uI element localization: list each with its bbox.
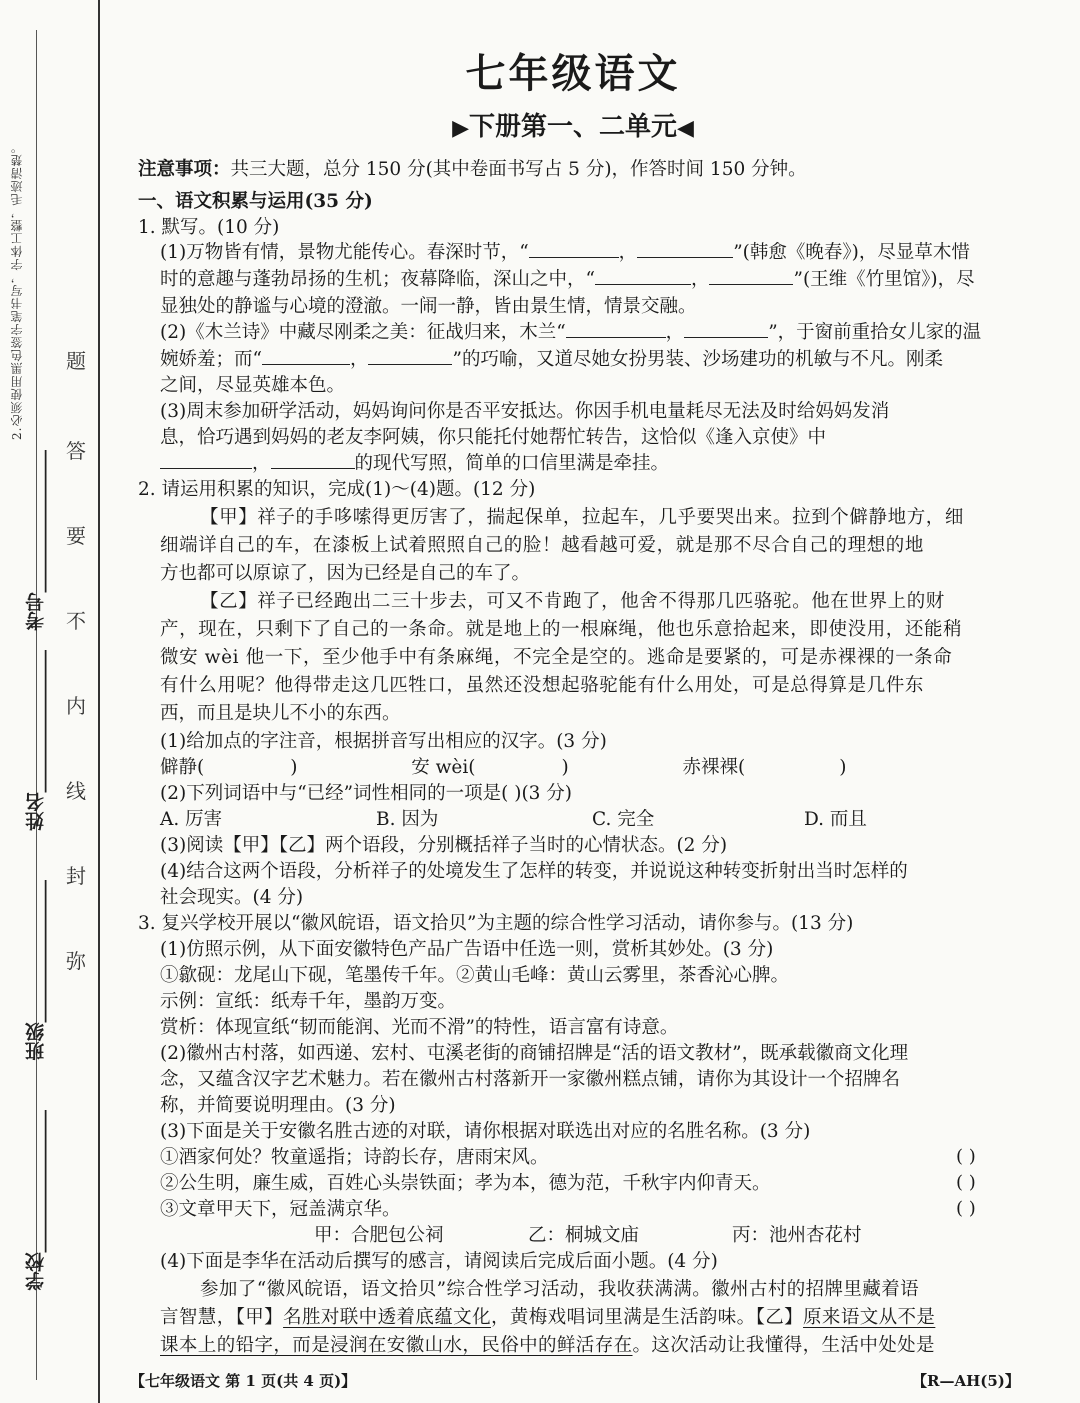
q3-1: (1)仿照示例，从下面安徽特色产品广告语中任选一则，赏析其妙处。(3 分): [160, 939, 774, 960]
q1-1-line1: (1)万物皆有情，景物尤能传心。春深时节，“ ， ”(韩愈《晚春》)，尽显草木惜: [160, 242, 970, 263]
q1-2-line2: 婉娇羞；而“ ， ”的巧喻，又道尽她女扮男装、沙场建功的机敏与不凡。刚柔: [160, 349, 943, 370]
page-subtitle: ▶下册第一、二单元◀: [452, 112, 694, 142]
couplet-2: ②公生明，廉生威，百姓心头崇铁面；孝为本，德为范，千秋宇内仰青天。: [160, 1173, 771, 1194]
option-jia: 甲：合肥包公祠: [314, 1225, 444, 1246]
answer-blank[interactable]: [709, 268, 793, 285]
seal-char: 线: [66, 779, 86, 803]
q2-1: (1)给加点的字注音，根据拼音写出相应的汉字。(3 分): [160, 731, 607, 752]
arrow-right-icon: ▶: [452, 115, 469, 141]
question-2: 2. 请运用积累的知识，完成(1)～(4)题。(12 分): [138, 479, 536, 500]
option-bing: 丙：池州杏花村: [732, 1225, 862, 1246]
q3-1-analysis: 赏析：体现宣纸“韧而能润、光而不滑”的特性，语言富有诗意。: [160, 1017, 679, 1038]
q3-3-options: [314, 1224, 862, 1248]
q2-3: (3)阅读【甲】【乙】两个语段，分别概括祥子当时的心情状态。(2 分): [160, 835, 728, 856]
margin-notice: 2.必须使用黑色签字笔书写，字体工整，毛迹清楚。: [10, 140, 24, 440]
q1-3-line2: 息，恰巧遇到妈妈的老友李阿姨，你只能托付她帮忙转告，这恰似《逢入京使》中: [160, 427, 827, 448]
q2-1-answers: [160, 756, 846, 780]
section-heading: 一、语文积累与运用(35 分): [138, 191, 373, 212]
answer-paren[interactable]: ( ): [956, 1146, 976, 1167]
exam-notice: 注意事项：共三大题，总分 150 分(其中卷面书写占 5 分)，作答时间 150 分钟。: [138, 159, 807, 180]
underline-yi-start: 原来语文从不是: [803, 1307, 936, 1328]
option-b[interactable]: B. 因为: [376, 809, 439, 830]
field-exam-number[interactable]: 考号_______________: [25, 450, 47, 631]
q1-2-line3: 之间，尽显英雄本色。: [160, 375, 346, 396]
field-class[interactable]: 班级_______________: [25, 880, 47, 1061]
answer-blank[interactable]: [637, 241, 733, 258]
question-1: 1. 默写。(10 分): [138, 217, 280, 238]
passage-yi-line4: 有什么用呢？他得带走这几匹牲口，虽然还没想起骆驼能有什么用处，可是总得算是几件东: [160, 675, 925, 696]
field-school[interactable]: 学校_______________: [25, 1110, 47, 1291]
passage-yi-line1: 【乙】祥子已经跑出二三十步去，可又不肯跑了，他舍不得那几匹骆驼。他在世界上的财: [200, 591, 945, 612]
q3-2-line3: 称，并简要说明理由。(3 分): [160, 1095, 396, 1116]
answer-blank[interactable]: [684, 321, 768, 338]
field-name[interactable]: 姓名_______________: [25, 650, 47, 831]
passage-jia-line2: 细端详自己的车，在漆板上试着照照自己的脸！越看越可爱，就是那不尽合自己的理想的地: [160, 535, 925, 556]
option-yi: 乙：桐城文庙: [528, 1225, 640, 1246]
footer-code: 【R—AH(5)】: [912, 1372, 1020, 1390]
passage-jia-line1: 【甲】祥子的手哆嗦得更厉害了，揣起保单，拉起车，几乎要哭出来。拉到个僻静地方，细: [200, 507, 965, 528]
q1-2-line1: (2)《木兰诗》中藏尽刚柔之美：征战归来，木兰“ ， ”，于窗前重拾女儿家的温: [160, 322, 982, 343]
option-a[interactable]: A. 厉害: [160, 809, 223, 830]
underline-jia: 名胜对联中透着底蕴文化: [283, 1307, 491, 1328]
footer-page-info: 【七年级语文 第 1 页(共 4 页)】: [130, 1372, 357, 1390]
passage-yi-line5: 西，而且是块儿不小的东西。: [160, 703, 401, 724]
question-3: 3. 复兴学校开展以“徽风皖语，语文拾贝”为主题的综合性学习活动，请你参与。(13 分): [138, 913, 854, 934]
q1-3-line1: (3)周末参加研学活动，妈妈询问你是否平安抵达。你因手机电量耗尽无法及时给妈妈发消: [160, 401, 890, 422]
reflection-line2: 言智慧，【甲】名胜对联中透着底蕴文化，黄梅戏唱词里满是生活韵味。【乙】原来语文从不是: [160, 1307, 936, 1328]
q3-3: (3)下面是关于安徽名胜古迹的对联，请你根据对联选出对应的名胜名称。(3 分): [160, 1121, 811, 1142]
reflection-line3: 课本上的铅字，而是浸润在安徽山水，民俗中的鲜活存在。这次活动让我懂得，生活中处处是: [160, 1335, 935, 1356]
q2-4-line1: (4)结合这两个语段，分析祥子的处境发生了怎样的转变，并说说这种转变折射出当时怎样的: [160, 861, 908, 882]
q1-1-line3: 显独处的静谧与心境的澄澈。一闹一静，皆由景生情，情景交融。: [160, 296, 697, 317]
option-c[interactable]: C. 完全: [592, 809, 655, 830]
answer-chiluoluo[interactable]: 赤裸裸( ): [682, 757, 847, 778]
q3-2-line2: 念，又蕴含汉字艺术魅力。若在徽州古村落新开一家徽州糕点铺，请你为其设计一个招牌名: [160, 1069, 901, 1090]
q2-2: (2)下列词语中与“已经”词性相同的一项是( )(3 分): [160, 783, 573, 804]
answer-blank[interactable]: [262, 348, 350, 365]
seal-char: 封: [66, 864, 86, 888]
seal-char: 题: [66, 349, 86, 373]
couplet-1: ①酒家何处？牧童遥指；诗韵长存，唐雨宋风。: [160, 1147, 549, 1168]
q2-4-line2: 社会现实。(4 分): [160, 887, 304, 908]
seal-char: 答: [66, 439, 86, 463]
q3-1-slogans: ①歙砚：龙尾山下砚，笔墨传千年。②黄山毛峰：黄山云雾里，茶香沁心脾。: [160, 965, 790, 986]
reflection-line1: 参加了“徽风皖语，语文拾贝”综合性学习活动，我收获满满。徽州古村的招牌里藏着语: [200, 1279, 920, 1300]
answer-anwei[interactable]: 安 wèi( ): [411, 757, 569, 778]
seal-char: 不: [66, 609, 86, 633]
q1-1-line2: 时的意趣与蓬勃昂扬的生机；夜幕降临，深山之中，“ ， ”(王维《竹里馆》)，尽: [160, 269, 975, 290]
passage-yi-line3: 微安 wèi 他一下，至少他手中有条麻绳，不完全是空的。逃命是要紧的，可是赤裸裸的一条命: [160, 647, 953, 668]
seal-char: 内: [66, 694, 86, 718]
page-title: 七年级语文: [465, 50, 681, 97]
underline-yi-end: 课本上的铅字，而是浸润在安徽山水，民俗中的鲜活存在: [160, 1335, 633, 1356]
answer-pijing[interactable]: 僻静( ): [160, 757, 298, 778]
passage-jia-line3: 方也都可以原谅了，因为已经是自己的车了。: [160, 563, 531, 584]
seal-char: 要: [66, 524, 86, 548]
answer-blank[interactable]: [595, 268, 691, 285]
answer-blank[interactable]: [566, 321, 666, 338]
q3-2-line1: (2)徽州古村落，如西递、宏村、屯溪老街的商铺招牌是“活的语文教材”，既承载徽商文化理: [160, 1043, 909, 1064]
q1-3-line3: ， 的现代写照，简单的口信里满是牵挂。: [160, 452, 669, 476]
answer-paren[interactable]: ( ): [956, 1172, 976, 1193]
seal-line: [98, 0, 100, 1403]
answer-blank[interactable]: [529, 241, 619, 258]
answer-blank[interactable]: [368, 348, 452, 365]
binding-margin: [0, 0, 112, 1403]
answer-blank[interactable]: [160, 452, 252, 469]
arrow-left-icon: ◀: [677, 115, 694, 141]
option-d[interactable]: D. 而且: [804, 809, 867, 830]
q3-1-example: 示例：宣纸：纸寿千年，墨韵万变。: [160, 991, 457, 1012]
answer-blank[interactable]: [271, 452, 355, 469]
answer-paren[interactable]: ( ): [956, 1198, 976, 1219]
q3-4: (4)下面是李华在活动后撰写的感言，请阅读后完成后面小题。(4 分): [160, 1251, 718, 1272]
passage-yi-line2: 产，现在，只剩下了自己的一条命。就是地上的一根麻绳，他也乐意拾起来，即使没用，还能稍: [160, 619, 963, 640]
q2-2-options: [160, 808, 867, 832]
couplet-3: ③文章甲天下，冠盖满京华。: [160, 1199, 401, 1220]
seal-char: 弥: [66, 949, 86, 973]
